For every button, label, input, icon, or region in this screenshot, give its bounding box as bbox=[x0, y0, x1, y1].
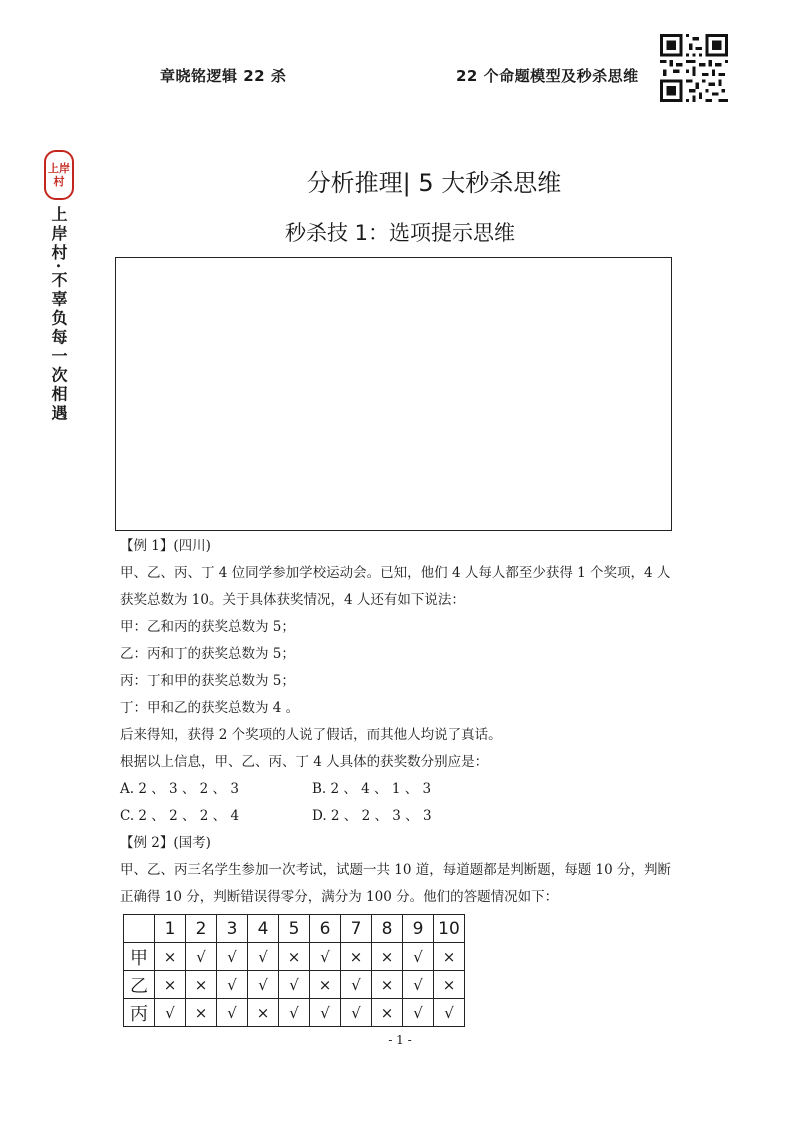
table-cell: √ bbox=[341, 999, 372, 1027]
answer-table bbox=[123, 914, 465, 1027]
qr-code-icon bbox=[660, 34, 728, 102]
header-right-title: 22 个命题模型及秒杀思维 bbox=[456, 67, 639, 85]
table-header-row bbox=[124, 915, 465, 943]
table-cell: √ bbox=[403, 971, 434, 999]
table-header-cell: 3 bbox=[217, 915, 248, 943]
table-header-cell: 8 bbox=[372, 915, 403, 943]
statement: 甲：乙和丙的获奖总数为 5； bbox=[120, 619, 295, 635]
option-d: D. 2 、 2 、 3 、 3 bbox=[312, 808, 432, 824]
table-cell: × bbox=[434, 971, 465, 999]
seal-text: 上岸村 bbox=[48, 162, 70, 188]
option-b: B. 2 、 4 、 1 、 3 bbox=[312, 781, 432, 797]
table-header-cell: 9 bbox=[403, 915, 434, 943]
table-cell: × bbox=[372, 943, 403, 971]
option-a: A. 2 、 3 、 2 、 3 bbox=[120, 781, 239, 797]
table-cell: √ bbox=[217, 943, 248, 971]
vertical-slogan: 上岸村·不辜负每一次相遇 bbox=[49, 206, 68, 424]
page-subtitle: 秒杀技 1：选项提示思维 bbox=[284, 221, 516, 245]
table-cell: 丙 bbox=[124, 999, 155, 1027]
table-cell: √ bbox=[186, 943, 217, 971]
statement: 丙：丁和甲的获奖总数为 5； bbox=[120, 673, 295, 689]
table-cell: × bbox=[279, 943, 310, 971]
table-header-cell: 6 bbox=[310, 915, 341, 943]
table-header-cell: 10 bbox=[434, 915, 465, 943]
example1-label: 【例 1】(四川) bbox=[120, 538, 211, 554]
table-cell: 甲 bbox=[124, 943, 155, 971]
table-cell: √ bbox=[279, 999, 310, 1027]
table-header-cell: 5 bbox=[279, 915, 310, 943]
table-cell: 乙 bbox=[124, 971, 155, 999]
page-number: - 1 - bbox=[388, 1033, 412, 1047]
table-header-cell: 2 bbox=[186, 915, 217, 943]
table-cell: √ bbox=[403, 999, 434, 1027]
page-title: 分析推理| 5 大秒杀思维 bbox=[306, 169, 562, 197]
table-cell: × bbox=[310, 971, 341, 999]
statement: 丁：甲和乙的获奖总数为 4 。 bbox=[120, 700, 300, 716]
table-cell: √ bbox=[310, 943, 341, 971]
options-row bbox=[120, 776, 690, 803]
table-cell: √ bbox=[248, 971, 279, 999]
table-cell: × bbox=[155, 943, 186, 971]
table-cell: × bbox=[155, 971, 186, 999]
table-header-cell: 1 bbox=[155, 915, 186, 943]
table-header-cell bbox=[124, 915, 155, 943]
table-cell: √ bbox=[248, 943, 279, 971]
table-cell: × bbox=[372, 999, 403, 1027]
table-cell: √ bbox=[155, 999, 186, 1027]
table-row bbox=[124, 971, 465, 999]
example1-question: 根据以上信息，甲、乙、丙、丁 4 人具体的获奖数分别应是： bbox=[120, 754, 489, 770]
table-cell: √ bbox=[279, 971, 310, 999]
table-cell: √ bbox=[310, 999, 341, 1027]
example1-fact: 后来得知，获得 2 个奖项的人说了假话，而其他人均说了真话。 bbox=[120, 727, 502, 743]
example2-intro2: 正确得 10 分，判断错误得零分，满分为 100 分。他们的答题情况如下： bbox=[120, 889, 559, 905]
options-row bbox=[120, 803, 690, 830]
table-cell: √ bbox=[217, 971, 248, 999]
table-cell: × bbox=[248, 999, 279, 1027]
table-cell: √ bbox=[403, 943, 434, 971]
table-row bbox=[124, 999, 465, 1027]
example1-intro2: 获奖总数为 10。关于具体获奖情况，4 人还有如下说法： bbox=[120, 592, 465, 608]
example2-label: 【例 2】(国考) bbox=[120, 835, 211, 851]
option-c: C. 2 、 2 、 2 、 4 bbox=[120, 808, 240, 824]
example2-intro: 甲、乙、丙三名学生参加一次考试，试题一共 10 道，每道题都是判断题，每题 10 分，判断 bbox=[120, 862, 672, 878]
table-cell: × bbox=[341, 943, 372, 971]
table-header-cell: 7 bbox=[341, 915, 372, 943]
table-cell: × bbox=[434, 943, 465, 971]
table-header-cell: 4 bbox=[248, 915, 279, 943]
table-cell: √ bbox=[434, 999, 465, 1027]
header-left-title: 章晓铭逻辑 22 杀 bbox=[160, 67, 287, 85]
table-cell: √ bbox=[217, 999, 248, 1027]
table-cell: √ bbox=[341, 971, 372, 999]
table-row bbox=[124, 943, 465, 971]
table-cell: × bbox=[186, 999, 217, 1027]
content-body bbox=[120, 533, 690, 911]
example1-intro: 甲、乙、丙、丁 4 位同学参加学校运动会。已知，他们 4 人每人都至少获得 1 个奖项，4 人 bbox=[120, 565, 671, 581]
table-cell: × bbox=[186, 971, 217, 999]
table-cell: × bbox=[372, 971, 403, 999]
blank-frame bbox=[115, 257, 672, 531]
statement: 乙：丙和丁的获奖总数为 5； bbox=[120, 646, 295, 662]
